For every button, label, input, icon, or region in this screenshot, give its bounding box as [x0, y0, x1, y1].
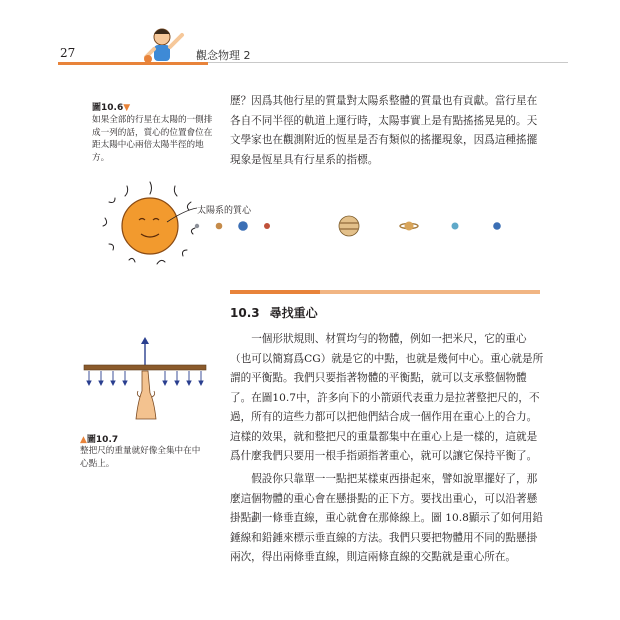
jupiter-icon — [339, 216, 359, 236]
section-heading — [230, 304, 318, 321]
mercury-icon — [195, 224, 199, 228]
top-paragraph: 歷？因爲其他行星的質量對太陽系整體的質量也有貢獻。當行星在 各自不同半徑的軌道上運行時，太陽事實上是有點搖搖晃晃的。天 文學家也在觀測附近的恆星是否有類似的搖擺現象，因爲這種搖擺 現象是恆星具有行星系的指標。 — [230, 95, 538, 166]
balanced-ruler-illustration — [80, 335, 210, 425]
figure-10-7-caption: 整把尺的重量就好像全集中在中 心點上。 — [80, 446, 201, 469]
paragraph-1: 一個形狀規則、材質均勻的物體，例如一把米尺，它的重心 （也可以簡寫爲CG）就是它的中點，也就是幾何中心。重心就是所 謂的平衡點。我們只要指著物體的平衡點，就可以支承整個物體 了。在圖10.7中，許多向下的小箭頭代表重力是拉著整把尺的，不 過，所有的這些力都可以把他們結合成一個作用在重心上的合力。 這樣的效果，就和整把尺的重量都集中在重心上是一樣的，這就是 爲什麼我們只要用一根手指頭指著重心，就可以讓它保持平衡了。 — [230, 333, 544, 462]
header-accent-bar — [58, 62, 208, 65]
sun-icon — [103, 182, 195, 264]
earth-icon — [238, 221, 248, 231]
mars-icon — [264, 223, 270, 229]
uranus-icon — [452, 223, 459, 230]
ruler-icon — [84, 365, 206, 370]
solar-system-illustration — [95, 180, 525, 270]
figure-10-6-label: 圖10.6▼ — [92, 103, 131, 113]
figure-10-7-label: ▲圖10.7 — [80, 435, 119, 445]
section-title: 尋找重心 — [269, 306, 318, 320]
saturn-icon — [400, 222, 418, 231]
finger-hand-icon — [136, 371, 156, 419]
upward-force-arrow-icon — [141, 337, 149, 365]
paragraph-2: 假設你只靠單一一點把某樣東西掛起來，譬如說單擺好了，那 麼這個物體的重心會在懸掛點的正下方。要找出重心，可以沿著懸 掛點劃一條垂直線，重心就會在那條線上。圖 10.8顯示了如何用鉛 錘線和鉛錘來標示垂直線的方法。我們只要把物體用不同的點懸掛 兩次，得出兩條垂直線，則這兩條直線的交點就是重心所在。 — [230, 473, 543, 563]
page-number: 27 — [60, 46, 76, 60]
section-rule-accent — [230, 290, 320, 294]
center-of-mass-label: 太陽系的質心 — [197, 206, 252, 216]
figure-10-6-caption: 如果全部的行星在太陽的一側排 成一列的話，質心的位置會位在 距太陽中心兩倍太陽半徑的地 方。 — [92, 115, 213, 163]
header-title: 觀念物理 2 — [196, 49, 251, 62]
neptune-icon — [493, 222, 501, 230]
mascot-boy-icon — [140, 25, 190, 67]
venus-icon — [216, 223, 223, 230]
section-number: 10.3 — [230, 306, 260, 320]
